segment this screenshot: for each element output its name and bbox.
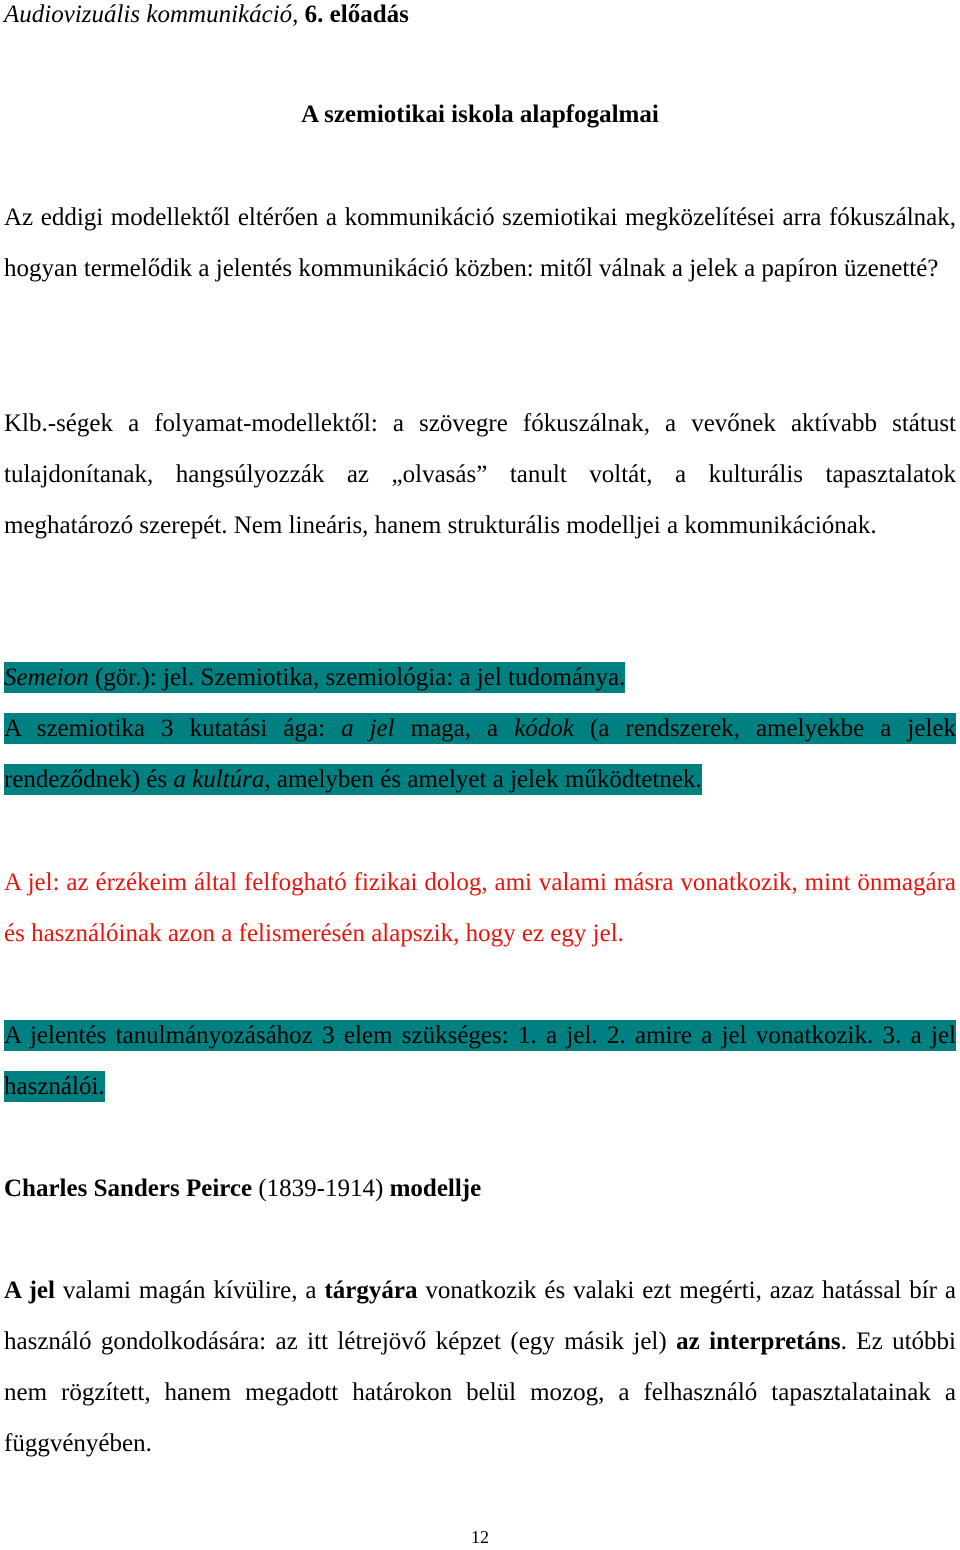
sign-definition-paragraph	[4, 857, 956, 959]
page-title: A szemiotikai iskola alapfogalmai	[301, 101, 659, 128]
course-name: Audiovizuális kommunikáció,	[4, 1, 299, 28]
peirce-heading	[4, 1163, 956, 1214]
branches-ending: , amelyben és amelyet a jelek működtetnek.	[264, 766, 702, 793]
peirce-text-1: valami magán kívülire, a	[54, 1277, 325, 1304]
sign-definition-text: A jel: az érzékeim által felfogható fizikai dolog, ami valami másra vonatkozik, mint önmagára és használóinak azon a felismerésén alapszik, hogy ez egy jel.	[4, 869, 956, 947]
peirce-years: (1839-1914)	[252, 1175, 390, 1202]
term-sign: A jel	[4, 1277, 55, 1304]
branches-connector-1: maga, a	[394, 715, 515, 742]
peirce-text-2: vonatkozik és valaki ezt megérti, azaz hatással bír a használó gondolkodására: az itt létrejövő képzet (egy másik jel)	[4, 1277, 956, 1355]
lecture-number: 6. előadás	[304, 1, 409, 28]
intro-text: Az eddigi modellektől eltérően a kommunikáció szemiotikai megközelítései arra fókuszálnak, hogyan termelődik a jelentés kommunikáció közben: mitől válnak a jelek a papíron üzenetté?	[4, 204, 956, 282]
running-header	[4, 0, 409, 32]
differences-text-part2: Nem lineáris, hanem strukturális modelljei a kommunikációnak.	[227, 512, 877, 539]
peirce-paragraph	[4, 1265, 956, 1469]
peirce-text-3: . Ez utóbbi nem rögzített, hanem megadott határokon belül mozog, a felhasználó tapasztalatainak a függvényében.	[4, 1328, 956, 1457]
branches-intro: A szemiotika 3 kutatási ága:	[4, 715, 342, 742]
differences-paragraph	[4, 398, 956, 551]
peirce-model-label: modellje	[389, 1175, 482, 1202]
branch-codes: kódok	[514, 715, 574, 742]
semiotics-text	[4, 652, 956, 703]
research-branches-highlight	[4, 713, 956, 795]
page-number: 12	[471, 1527, 489, 1547]
meaning-elements-paragraph	[4, 1010, 956, 1112]
research-branches-text	[4, 703, 956, 805]
intro-paragraph	[4, 192, 956, 294]
differences-text-part1: Klb.-ségek a folyamat-modellektől: a szövegre fókuszálnak, a vevőnek aktívabb státust tulajdonítanak, hangsúlyozzák az „olvasás” tanult voltát, a kulturális tapasztalatok meghatározó szerepét.	[4, 410, 956, 539]
branches-connector-2: (a rendszerek, amelyekbe a jelek rendeződnek) és	[4, 715, 956, 793]
semeion-definition-text: (gör.): jel. Szemiotika, szemiológia: a jel tudománya.	[88, 664, 626, 691]
peirce-text	[4, 1265, 956, 1469]
branch-culture: a kultúra	[173, 766, 265, 793]
meaning-elements-text	[4, 1010, 956, 1112]
semeion-term: Semeion	[4, 664, 89, 691]
differences-text	[4, 398, 956, 551]
branch-sign: a jel	[341, 715, 395, 742]
semeion-definition	[4, 662, 625, 693]
semiotics-paragraph	[4, 652, 956, 805]
term-object: tárgyára	[324, 1277, 418, 1304]
meaning-elements-highlight: A jelentés tanulmányozásához 3 elem szükséges: 1. a jel. 2. amire a jel vonatkozik. 3. a jel használói.	[4, 1022, 956, 1100]
peirce-heading-text	[4, 1163, 956, 1214]
peirce-name: Charles Sanders Peirce	[4, 1175, 253, 1202]
term-interpretant: az interpretáns	[676, 1328, 841, 1355]
